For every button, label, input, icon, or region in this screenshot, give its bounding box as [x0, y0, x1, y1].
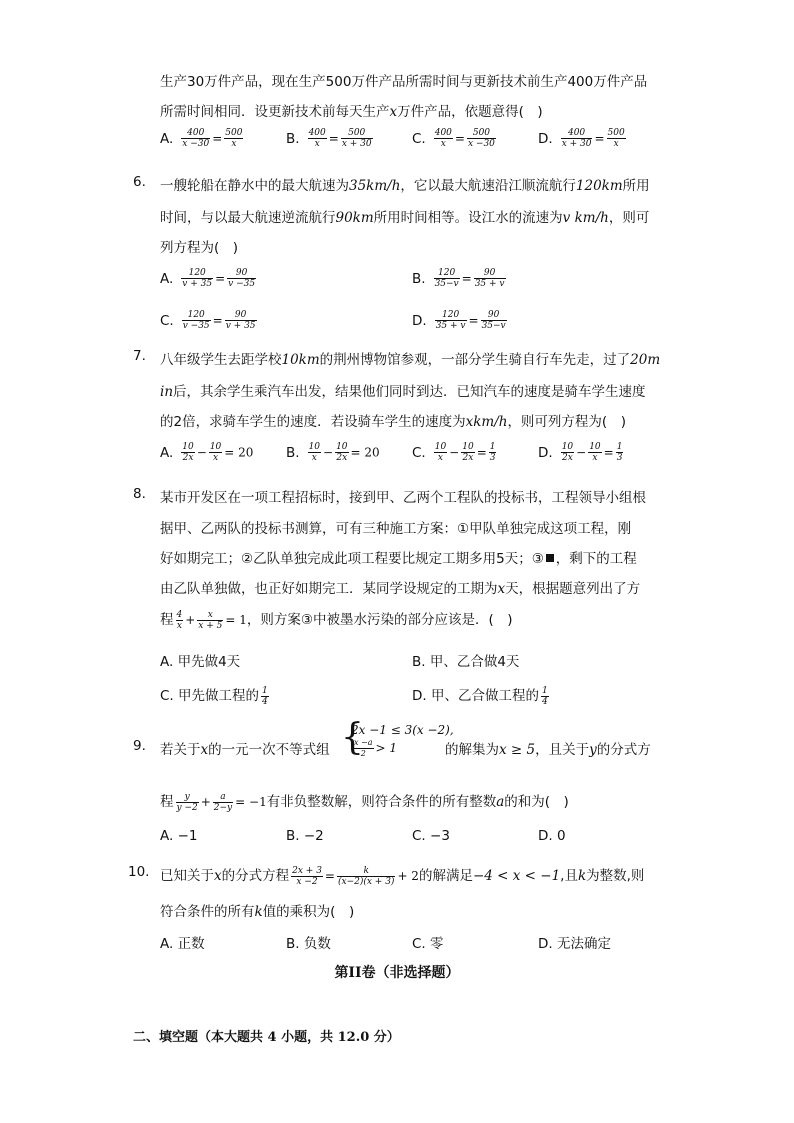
fraction-denominator: y −2	[176, 802, 198, 813]
q10-text: 符合条件的所有	[160, 904, 255, 920]
fraction-denominator: x	[613, 139, 619, 149]
q7-text: 的荆州博物馆参观，一部分学生骑自行车先走，过了	[319, 352, 631, 368]
fraction-denominator: x + 30	[561, 139, 592, 149]
fraction-denominator: x	[213, 453, 219, 463]
q6-number: 6.	[133, 174, 146, 190]
q6-option-c: C. $\frac{120}{v -35}$ = $\frac{90}{v + 35}$	[160, 310, 256, 331]
q10-math: x	[214, 868, 222, 884]
fraction-numerator: 10	[434, 442, 447, 452]
q10-math: + 2	[397, 869, 419, 883]
q10-text: 为整数,则	[586, 868, 645, 884]
fraction-denominator: v + 35	[182, 279, 213, 289]
q6-math: 120km	[575, 178, 623, 194]
fraction-numerator: 90	[474, 268, 506, 279]
option-label: C.	[412, 130, 426, 147]
q6-line3: 列方程为( )	[160, 240, 239, 256]
fraction-numerator: 120	[435, 310, 467, 321]
q5-line1: 生产30万件产品，现在生产500万件产品所需时间与更新技术前生产400万件产品	[160, 74, 648, 90]
q7-number: 7.	[133, 348, 146, 364]
q7-math: 10km	[281, 352, 320, 368]
fraction-denominator: 3	[616, 453, 623, 463]
q7-text: 后，其余学生乘汽车出发，结果他们同时到达．已知汽车的速度是骑车学生速度	[173, 384, 646, 400]
q7-math: in	[160, 384, 174, 400]
fraction-numerator: 10	[308, 442, 321, 452]
fraction-denominator: v + 35	[225, 321, 256, 331]
fraction-denominator: 4	[262, 696, 268, 707]
fraction-denominator: 2	[360, 749, 366, 758]
q8-number: 8.	[133, 486, 146, 502]
q10-option-c: C. 零	[412, 936, 444, 952]
fraction-numerator: 1	[489, 442, 496, 452]
q8-line3	[160, 547, 637, 567]
fraction-denominator: x	[176, 620, 182, 631]
fraction-numerator: 1	[262, 685, 268, 696]
option-text: C. 甲先做工程的	[160, 688, 260, 704]
fraction-denominator: v −35	[228, 279, 256, 289]
system-row-2: > 1	[375, 741, 398, 755]
q9-text: 有非负整数解，则符合条件的所有整数	[266, 794, 497, 810]
q8-option-a: A. 甲先做4天	[160, 654, 241, 670]
fraction-numerator: 400	[561, 128, 593, 139]
fraction-denominator: x −30	[467, 139, 495, 149]
q6-text: 时间，与以最大航速逆流航行	[160, 210, 336, 226]
fraction-denominator: x	[314, 139, 320, 149]
q9-number: 9.	[133, 738, 146, 754]
q8-line2: 据甲、乙两队的投标书测算，可有三种施工方案：①甲队单独完成这项工程，刚	[160, 521, 632, 537]
option-label: C.	[412, 444, 426, 461]
q9-text: 的解集为	[445, 742, 499, 758]
q7-option-d: D. $\frac{10}{2x}$ − $\frac{10}{x}$ = $\frac{1}{3}$	[538, 442, 623, 463]
q9-math: y	[589, 742, 597, 758]
option-value: 20	[238, 445, 254, 460]
q5-text: 万件产品，依题意得( )	[397, 104, 543, 120]
option-label: A.	[160, 130, 174, 147]
option-text: D. 甲、乙合做工程的	[412, 688, 539, 704]
q6-math: v km/h	[562, 210, 609, 226]
fraction-numerator: 120	[434, 268, 460, 279]
q8-text: 天，根据题意列出了方	[505, 581, 641, 597]
fraction-numerator: k	[337, 866, 395, 877]
fraction-numerator: 1	[616, 442, 623, 452]
q10-option-d: D. 无法确定	[538, 936, 611, 952]
fraction-denominator: 2x	[462, 453, 474, 463]
q8-text: ，则方案③中被墨水污染的部分应该是．( )	[246, 612, 513, 628]
inequality-system	[343, 722, 454, 759]
fraction-numerator: x −a	[354, 738, 373, 747]
fraction-numerator: 10	[336, 442, 348, 452]
fraction-numerator: 400	[308, 128, 326, 138]
q6-line2	[160, 206, 649, 226]
q9-line1-part1	[160, 738, 330, 758]
fraction-denominator: 35−v	[434, 279, 459, 289]
q10-math: k	[254, 904, 263, 920]
ink-stain-mark	[546, 554, 554, 562]
option-label: A.	[160, 444, 174, 461]
q10-math: k	[577, 868, 587, 884]
fraction-numerator: 90	[227, 268, 256, 279]
fraction-numerator: x	[197, 610, 223, 621]
option-label: A.	[160, 270, 174, 287]
q9-math: a	[496, 794, 505, 810]
q10-text: 的解满足	[418, 868, 473, 884]
fraction-denominator: x	[437, 453, 443, 463]
q8-line1: 某市开发区在一项工程招标时，接到甲、乙两个工程队的投标书，工程领导小组根	[160, 490, 646, 506]
fraction-denominator: 35 + v	[435, 321, 466, 331]
option-label: C.	[160, 312, 174, 329]
fraction-numerator: 400	[434, 128, 452, 138]
q9-math: x ≥ 5	[499, 742, 536, 758]
q9-line2: 程 $\frac{y}{y -2}$ + $\frac{a}{2-y}$ = −1有非负整数解，则符合条件的所有整数a的和为( )	[160, 791, 569, 813]
fraction-denominator: 35−v	[481, 321, 506, 331]
q7-text: 八年级学生去距学校	[160, 352, 282, 368]
q6-math: 90km	[335, 210, 374, 226]
q6-line1	[160, 174, 650, 194]
q5-option-a: A. $\frac{400}{x -30}$ = $\frac{500}{x}$	[160, 128, 243, 149]
q7-line1	[160, 348, 660, 368]
q9-text: 的一元一次不等式组	[208, 742, 330, 758]
option-label: D.	[412, 312, 427, 329]
q7-math: xkm/h	[465, 414, 508, 430]
q9-option-a: A. −1	[160, 828, 198, 844]
fraction-numerator: 500	[607, 128, 625, 138]
q8-math: x	[497, 581, 506, 597]
fraction-numerator: 10	[589, 442, 601, 452]
fraction-numerator: 120	[182, 310, 211, 321]
fraction-numerator: 90	[225, 310, 257, 321]
q10-text: ,且	[560, 868, 578, 884]
fraction-denominator: 2x	[562, 453, 573, 463]
q6-option-d: D. $\frac{120}{35 + v}$ = $\frac{90}{35-v}$	[412, 310, 506, 331]
q5-line2	[160, 100, 543, 120]
q9-option-d: D. 0	[538, 828, 566, 844]
q10-line2	[160, 900, 354, 920]
q7-text: 的2倍，求骑车学生的速度．若设骑车学生的速度为	[160, 414, 466, 430]
fraction-denominator: 3	[489, 453, 496, 463]
fraction-denominator: 2x	[336, 453, 348, 463]
q9-math: x	[200, 742, 209, 758]
option-label: B.	[412, 270, 426, 287]
q9-math: = −1	[235, 795, 267, 809]
q7-option-a: A. $\frac{10}{2x}$ − $\frac{10}{x}$ = 20	[160, 442, 254, 463]
q8-option-c	[160, 684, 271, 707]
fraction-denominator: (x−2)(x + 3)	[337, 876, 395, 887]
fraction-numerator: 10	[182, 442, 194, 452]
fraction-denominator: x + 30	[341, 139, 372, 149]
q10-text: 的分式方程	[221, 868, 290, 884]
fraction-denominator: x −2	[296, 876, 318, 887]
q8-math: = 1	[225, 613, 247, 627]
q10-text: 值的乘积为( )	[262, 904, 355, 920]
fraction-numerator: 500	[341, 128, 373, 139]
q9-text: 若关于	[160, 742, 201, 758]
q6-text: ，则可	[608, 210, 650, 226]
q9-line1-part2	[445, 738, 651, 758]
fraction-denominator: v −35	[182, 321, 210, 331]
fraction-numerator: 90	[481, 310, 507, 321]
q9-text: 的分式方	[596, 742, 651, 758]
q8-option-b: B. 甲、乙合做4天	[412, 654, 520, 670]
q7-option-c: C. $\frac{10}{x}$ − $\frac{10}{2x}$ = $\frac{1}{3}$	[412, 442, 496, 463]
q10-option-b: B. 负数	[286, 936, 331, 952]
q6-text: 所用时间相等。设江水的流速为	[373, 210, 563, 226]
fraction-denominator: x	[440, 139, 446, 149]
q7-line3	[160, 410, 626, 430]
fraction-denominator: x	[311, 453, 317, 463]
q8-line5: 程 $\frac{4}{x}$ + $\frac{x}{x + 5}$ = 1，则方案③中被墨水污染的部分应该是．( )	[160, 609, 513, 631]
fraction-denominator: x	[231, 139, 237, 149]
q7-option-b: B. $\frac{10}{x}$ − $\frac{10}{2x}$ = 20	[286, 442, 380, 463]
fraction-numerator: 500	[467, 128, 496, 139]
q7-math: 20m	[630, 352, 661, 368]
fraction-numerator: 10	[462, 442, 474, 452]
q9-option-c: C. −3	[412, 828, 450, 844]
fraction-numerator: 400	[181, 128, 210, 139]
fraction-numerator: 10	[561, 442, 574, 452]
q10-text: 已知关于	[160, 868, 214, 884]
fraction-denominator: x −30	[182, 139, 210, 149]
q9-option-b: B. −2	[286, 828, 324, 844]
q8-text: ，剩下的工程	[555, 551, 637, 567]
fraction-numerator: 120	[181, 268, 213, 279]
q9-inequality-system	[343, 722, 454, 759]
q7-line2	[160, 380, 646, 400]
q6-math: 35km/h	[349, 178, 401, 194]
option-label: B.	[286, 444, 300, 461]
q6-option-a: A. $\frac{120}{v + 35}$ = $\frac{90}{v -35}$	[160, 268, 256, 289]
q8-option-d	[412, 684, 551, 707]
system-row-1: { 2x −1 ≤ 3(x −2),	[351, 723, 454, 737]
q10-line1: 已知关于x的分式方程 $\frac{2x + 3}{x -2}$ = $\frac{k}{(x-2)(x + 3)}$ + 2的解满足−4 < x < −1,且k为整数,则	[160, 865, 645, 887]
fraction-numerator: 10	[209, 442, 222, 452]
fraction-numerator: 4	[176, 609, 183, 620]
q9-text: 的和为( )	[504, 794, 569, 810]
q5-var: x	[389, 104, 398, 120]
q8-text: 程	[160, 612, 174, 628]
q6-text: 所用	[622, 178, 650, 194]
fraction-denominator: x + 5	[198, 620, 223, 631]
option-label: B.	[286, 130, 300, 147]
fraction-denominator: x	[592, 453, 598, 463]
q5-option-d: D. $\frac{400}{x + 30}$ = $\frac{500}{x}$	[538, 128, 625, 149]
q10-option-a: A. 正数	[160, 936, 205, 952]
q6-text: 一艘轮船在静水中的最大航速为	[160, 178, 349, 194]
q10-math: −4 < x < −1	[472, 868, 561, 884]
fraction-denominator: 2x	[182, 453, 194, 463]
q5-option-c: C. $\frac{400}{x}$ = $\frac{500}{x -30}$	[412, 128, 495, 149]
section-title: 第II卷（非选择题）	[334, 965, 460, 981]
option-label: D.	[538, 444, 553, 461]
q8-text: 由乙队单独做，也正好如期完工．某同学设规定的工期为	[160, 581, 498, 597]
fraction-denominator: 35 + v	[474, 279, 505, 289]
q5-option-b: B. $\frac{400}{x}$ = $\frac{500}{x + 30}$	[286, 128, 372, 149]
q8-line4	[160, 577, 640, 597]
fraction-numerator: a	[213, 792, 233, 803]
q8-text: 好如期完工；②乙队单独完成此项工程要比规定工期多用5天；③	[160, 551, 544, 567]
fraction-numerator: 1	[541, 685, 548, 696]
q7-text: ，则可列方程为( )	[507, 414, 626, 430]
fraction-denominator: 2−y	[213, 802, 233, 813]
q6-text: ，它以最大航速沿江顺流航行	[400, 178, 576, 194]
fraction-numerator: 2x + 3	[292, 865, 322, 876]
q5-text: 所需时间相同．设更新技术前每天生产	[160, 104, 390, 120]
option-label: D.	[538, 130, 553, 147]
fraction-numerator: y	[176, 792, 199, 803]
q9-text: 程	[160, 794, 174, 810]
q6-option-b: B. $\frac{120}{35-v}$ = $\frac{90}{35 + v}$	[412, 268, 505, 289]
fraction-numerator: 500	[225, 128, 243, 138]
option-value: 20	[364, 445, 380, 460]
q9-text: ，且关于	[535, 742, 590, 758]
q10-number: 10.	[128, 864, 150, 880]
fraction-denominator: 4	[541, 696, 548, 707]
part-heading-fill-in: 二、填空题（本大题共 4 小题，共 12.0 分）	[133, 1030, 400, 1045]
